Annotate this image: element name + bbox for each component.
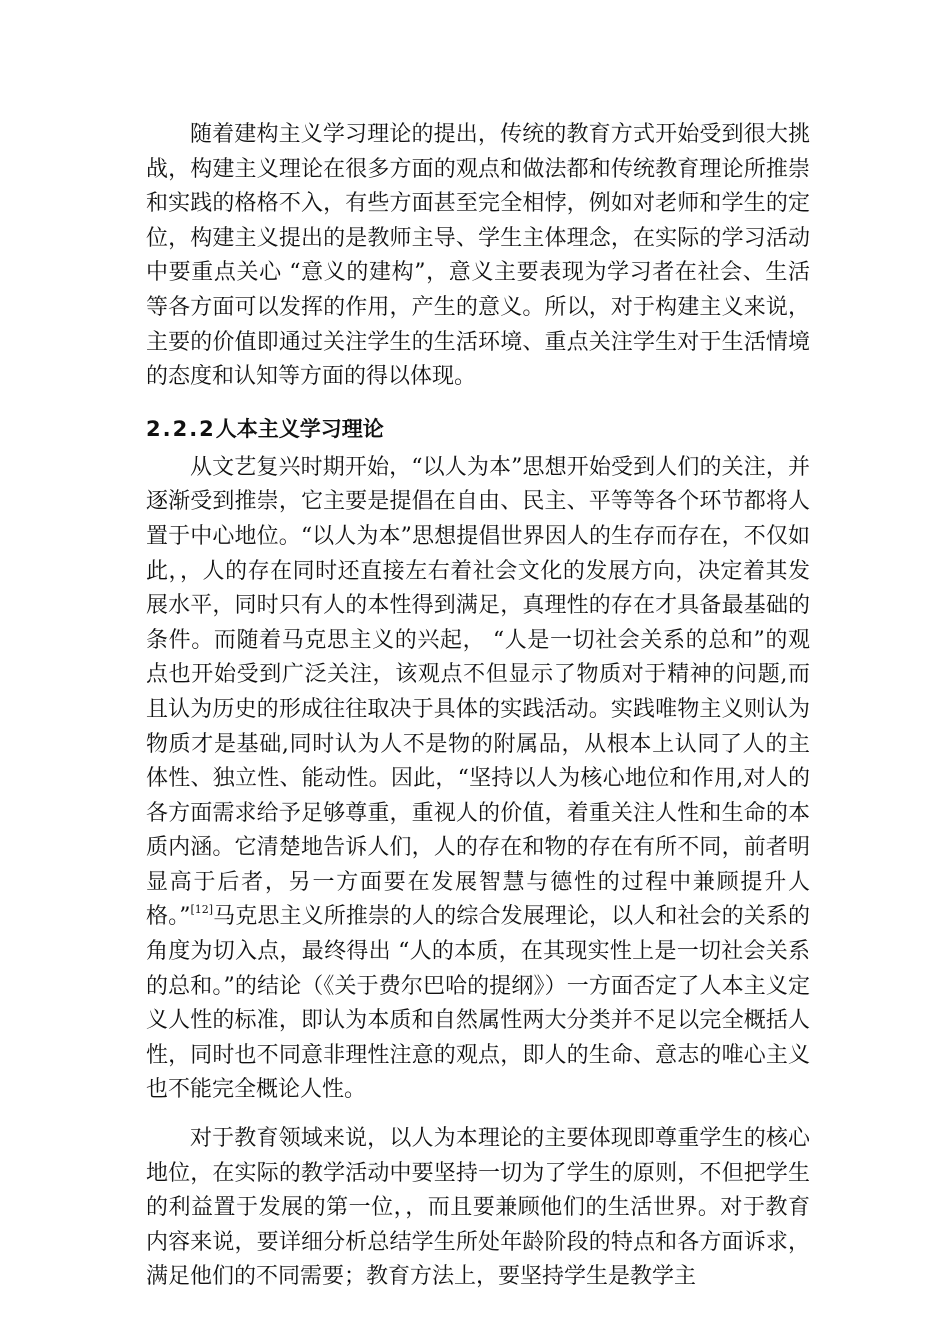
paragraph-text: 从文艺复兴时期开始，“以人为本”思想开始受到人们的关注，并逐渐受到推崇，它主要是提倡在自由、民主、平等等各个环节都将人置于中心地位。“以人为本”思想提倡世界因人的生存而存在，不仅如此，，人的存在同时还直接左右着社会文化的发展方向，决定着其发展水平，同时只有人的本性得到满足，真理性的存在才具备最基础的条件。而随着马克思主义的兴起， “人是一切社会关系的总和”的观点也开始受到广泛关注，该观点不但显示了物质对于精神的问题,而且认为历史的形成往往取决于具体的实践活动。实践唯物主义则认为物质才是基础,同时认为人不是物的附属品，从根本上认同了人的主体性、独立性、能动性。因此，“坚持以人为核心地位和作用,对人的各方面需求给予足够尊重，重视人的价值，着重关注人性和生命的本质内涵。它清楚地告诉人们，人的存在和物的存在有所不同，前者明显高于后者，另一方面要在发展智慧与德性的过程中兼顾提升人格。” [146, 454, 810, 930]
body-paragraph: 对于教育领域来说，以人为本理论的主要体现即尊重学生的核心地位，在实际的教学活动中要坚持一切为了学生的原则，不但把学生的利益置于发展的第一位，，而且要兼顾他们的生活世界。对于教育内容来说，要详细分析总结学生所处年龄阶段的特点和各方面诉求，满足他们的不同需要；教育方法上，要坚持学生是教学主 [146, 1126, 810, 1290]
paragraph-text: 马克思主义所推崇的人的综合发展理论，以人和社会的关系的角度为切入点，最终得出 “人的本质，在其现实性上是一切社会关系的总和。”的结论（《关于费尔巴哈的提纲》）一方面否定了人本主义定义人性的标准，即认为本质和自然属性两大分类并不足以完全概括人性，同时也不同意非理性注意的观点，即人的生命、意志的唯心主义也不能完全概论人性。 [146, 904, 810, 1103]
citation-marker: [12] [190, 903, 214, 917]
section-title: 人本主义学习理论 [215, 416, 384, 441]
body-paragraph: 随着建构主义学习理论的提出，传统的教育方式开始受到很大挑战，构建主义理论在很多方面的观点和做法都和传统教育理论所推崇和实践的格格不入，有些方面甚至完全相悖，例如对老师和学生的定位，构建主义提出的是教师主导、学生主体理念，在实际的学习活动中要重点关心 “意义的建构”，意义主要表现为学习者在社会、生活等各方面可以发挥的作用，产生的意义。所以，对于构建主义来说，主要的价值即通过关注学生的生活环境、重点关注学生对于生活情境的态度和认知等方面的得以体现。 [146, 122, 810, 390]
section-heading [146, 413, 810, 445]
document-page [146, 118, 810, 1295]
section-number: 2.2.2 [146, 416, 216, 441]
body-paragraph [146, 451, 810, 1108]
